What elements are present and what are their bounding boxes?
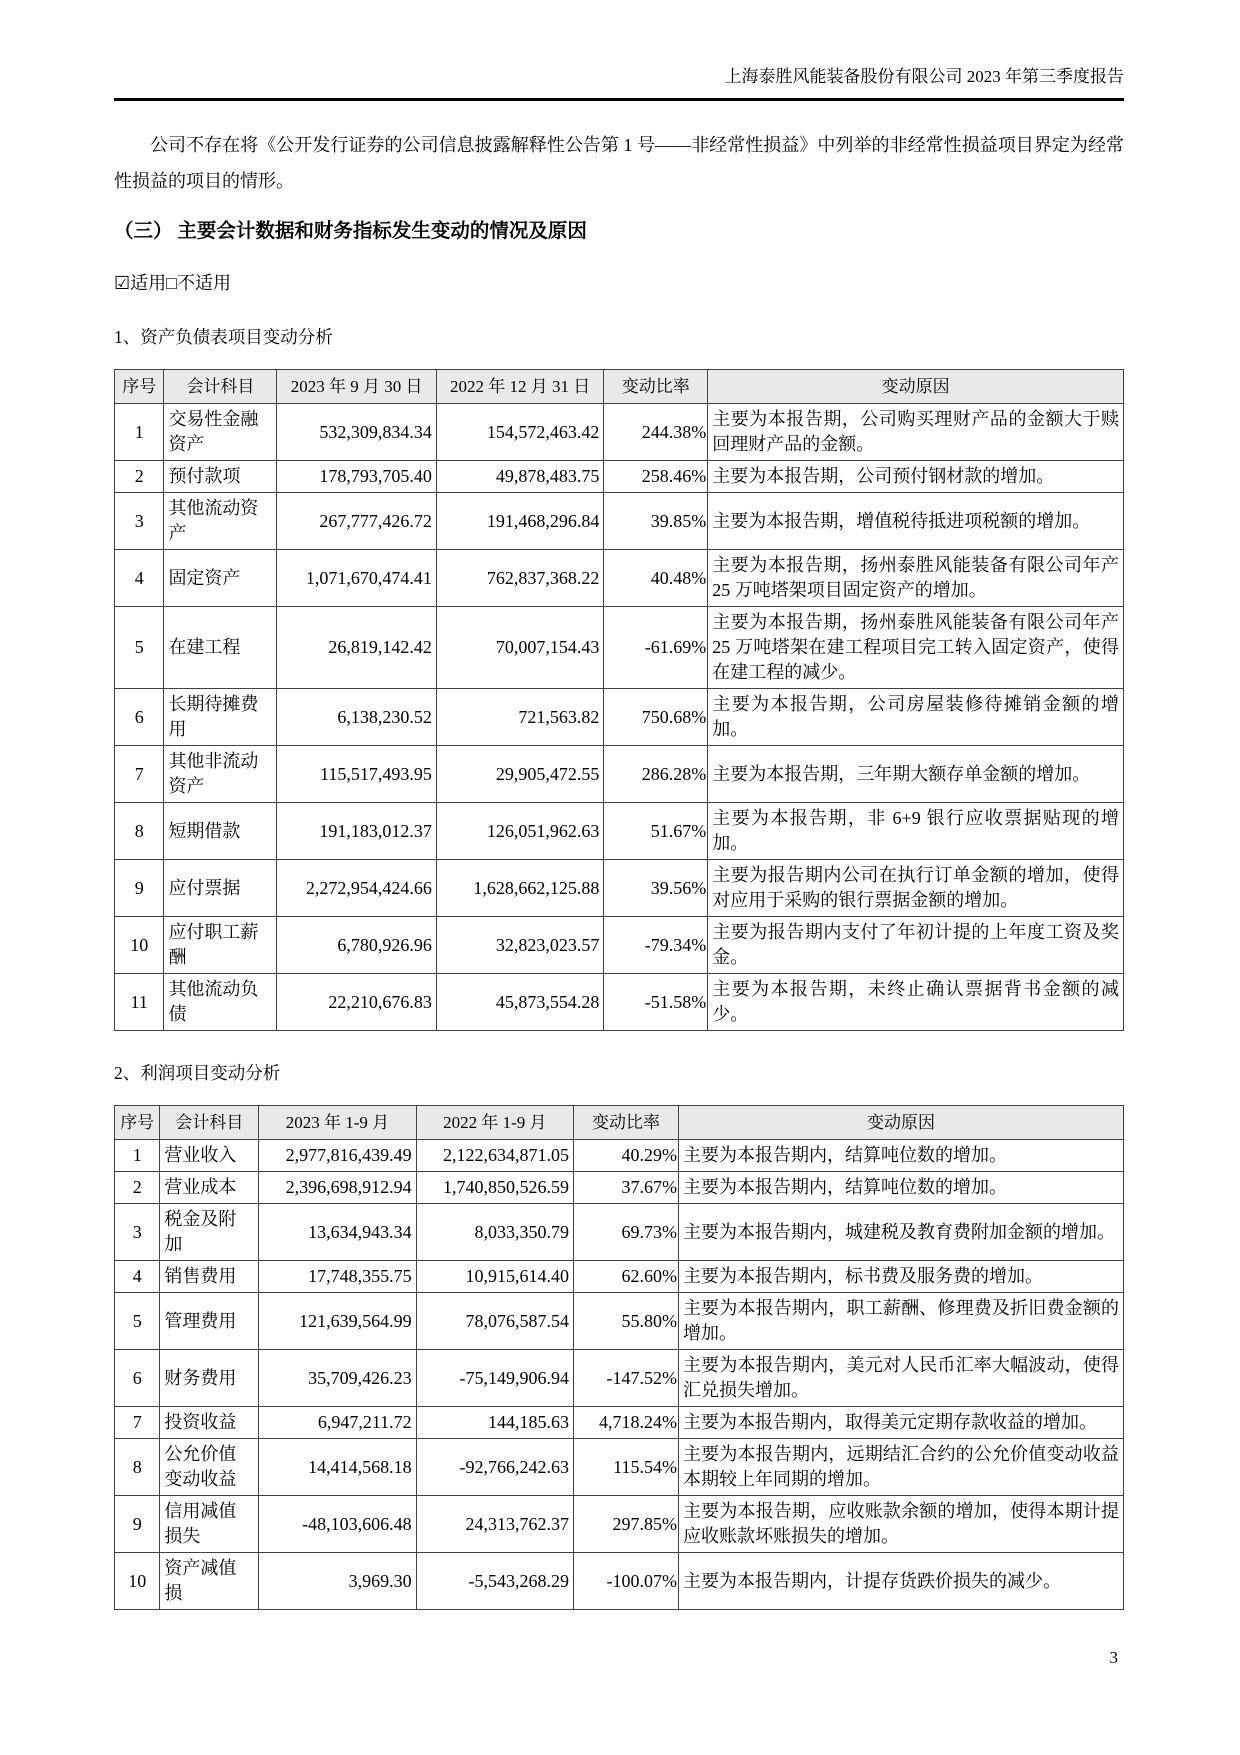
table-row [115,1439,1124,1496]
row-number-cell: 7 [115,746,164,803]
change-ratio-cell: -51.58% [604,974,708,1031]
row-number-cell: 2 [115,461,164,493]
change-reason-cell: 主要为本报告期，公司房屋装修待摊销金额的增加。 [708,689,1124,746]
change-ratio-cell: 62.60% [574,1261,679,1293]
prior-period-value-cell: 24,313,762.37 [416,1496,573,1553]
table-row [115,1140,1124,1172]
prior-period-value-cell: -75,149,906.94 [416,1350,573,1407]
change-ratio-cell: 40.48% [604,550,708,607]
change-reason-cell: 主要为本报告期，增值税待抵进项税额的增加。 [708,493,1124,550]
row-number-cell: 3 [115,1204,160,1261]
row-number-cell: 6 [115,1350,160,1407]
table-row [115,1204,1124,1261]
prior-period-value-cell: -92,766,242.63 [416,1439,573,1496]
row-number-cell: 9 [115,1496,160,1553]
account-item-cell: 资产减值损 [160,1553,259,1610]
row-number-cell: 10 [115,1553,160,1610]
change-reason-cell: 主要为本报告期内，标书费及服务费的增加。 [678,1261,1123,1293]
current-period-value-cell: 2,977,816,439.49 [259,1140,416,1172]
table-row [115,461,1124,493]
change-reason-cell: 主要为本报告期内，职工薪酬、修理费及折旧费金额的增加。 [678,1293,1123,1350]
current-period-value-cell: 191,183,012.37 [277,803,436,860]
change-ratio-cell: 39.56% [604,860,708,917]
current-period-value-cell: 17,748,355.75 [259,1261,416,1293]
change-ratio-cell: -79.34% [604,917,708,974]
row-number-cell: 5 [115,607,164,689]
prior-period-value-cell: 191,468,296.84 [436,493,603,550]
change-ratio-cell: 115.54% [574,1439,679,1496]
account-item-cell: 投资收益 [160,1407,259,1439]
table-row [115,550,1124,607]
account-item-cell: 在建工程 [164,607,277,689]
prior-period-value-cell: 8,033,350.79 [416,1204,573,1261]
prior-period-value-cell: 144,185.63 [416,1407,573,1439]
column-header: 变动原因 [708,370,1124,404]
prior-period-value-cell: 1,628,662,125.88 [436,860,603,917]
column-header: 变动原因 [678,1106,1123,1140]
table2-caption: 2、利润项目变动分析 [114,1063,281,1083]
prior-period-value-cell: 45,873,554.28 [436,974,603,1031]
change-reason-cell: 主要为本报告期内，结算吨位数的增加。 [678,1140,1123,1172]
change-reason-cell: 主要为本报告期内，结算吨位数的增加。 [678,1172,1123,1204]
change-reason-cell: 主要为报告期内支付了年初计提的上年度工资及奖金。 [708,917,1124,974]
account-item-cell: 预付款项 [164,461,277,493]
column-header: 会计科目 [164,370,277,404]
account-item-cell: 固定资产 [164,550,277,607]
prior-period-value-cell: 1,740,850,526.59 [416,1172,573,1204]
table-row [115,917,1124,974]
current-period-value-cell: 115,517,493.95 [277,746,436,803]
row-number-cell: 4 [115,550,164,607]
column-header: 变动比率 [574,1106,679,1140]
change-ratio-cell: 37.67% [574,1172,679,1204]
change-reason-cell: 主要为本报告期，三年期大额存单金额的增加。 [708,746,1124,803]
current-period-value-cell: 22,210,676.83 [277,974,436,1031]
change-reason-cell: 主要为本报告期，扬州泰胜风能装备有限公司年产 25 万吨塔架在建工程项目完工转入固定资产，使得在建工程的减少。 [708,607,1124,689]
account-item-cell: 其他流动资产 [164,493,277,550]
column-header: 2023 年 1-9 月 [259,1106,416,1140]
change-ratio-cell: -147.52% [574,1350,679,1407]
change-reason-cell: 主要为本报告期内，取得美元定期存款收益的增加。 [678,1407,1123,1439]
column-header: 变动比率 [604,370,708,404]
account-item-cell: 销售费用 [160,1261,259,1293]
profit-items-change-table [114,1105,1124,1610]
table-row [115,1350,1124,1407]
change-reason-cell: 主要为本报告期，非 6+9 银行应收票据贴现的增加。 [708,803,1124,860]
current-period-value-cell: 3,969.30 [259,1553,416,1610]
current-period-value-cell: 2,272,954,424.66 [277,860,436,917]
table-row [115,1261,1124,1293]
current-period-value-cell: 35,709,426.23 [259,1350,416,1407]
prior-period-value-cell: -5,543,268.29 [416,1553,573,1610]
account-item-cell: 其他非流动资产 [164,746,277,803]
change-ratio-cell: 51.67% [604,803,708,860]
prior-period-value-cell: 721,563.82 [436,689,603,746]
row-number-cell: 8 [115,803,164,860]
change-ratio-cell: 4,718.24% [574,1407,679,1439]
account-item-cell: 长期待摊费用 [164,689,277,746]
prior-period-value-cell: 2,122,634,871.05 [416,1140,573,1172]
change-reason-cell: 主要为本报告期，公司购买理财产品的金额大于赎回理财产品的金额。 [708,404,1124,461]
prior-period-value-cell: 78,076,587.54 [416,1293,573,1350]
account-item-cell: 营业收入 [160,1140,259,1172]
table-row [115,1553,1124,1610]
table-row [115,1172,1124,1204]
prior-period-value-cell: 10,915,614.40 [416,1261,573,1293]
row-number-cell: 2 [115,1172,160,1204]
current-period-value-cell: 121,639,564.99 [259,1293,416,1350]
column-header: 2023 年 9 月 30 日 [277,370,436,404]
row-number-cell: 1 [115,1140,160,1172]
row-number-cell: 11 [115,974,164,1031]
page-header [114,64,1124,101]
row-number-cell: 10 [115,917,164,974]
prior-period-value-cell: 32,823,023.57 [436,917,603,974]
table-row [115,404,1124,461]
change-reason-cell: 主要为本报告期内，计提存货跌价损失的减少。 [678,1553,1123,1610]
table-row [115,803,1124,860]
change-ratio-cell: 40.29% [574,1140,679,1172]
row-number-cell: 3 [115,493,164,550]
change-ratio-cell: 286.28% [604,746,708,803]
change-reason-cell: 主要为本报告期内，远期结汇合约的公允价值变动收益本期较上年同期的增加。 [678,1439,1123,1496]
account-item-cell: 税金及附加 [160,1204,259,1261]
table-row [115,746,1124,803]
change-ratio-cell: 258.46% [604,461,708,493]
table-row [115,1293,1124,1350]
change-ratio-cell: 39.85% [604,493,708,550]
current-period-value-cell: 6,947,211.72 [259,1407,416,1439]
column-header: 序号 [115,370,164,404]
current-period-value-cell: 267,777,426.72 [277,493,436,550]
change-ratio-cell: 244.38% [604,404,708,461]
row-number-cell: 4 [115,1261,160,1293]
row-number-cell: 6 [115,689,164,746]
change-ratio-cell: 297.85% [574,1496,679,1553]
account-item-cell: 短期借款 [164,803,277,860]
column-header: 序号 [115,1106,160,1140]
header-row [115,370,1124,404]
account-item-cell: 其他流动负债 [164,974,277,1031]
change-ratio-cell: 55.80% [574,1293,679,1350]
column-header: 2022 年 12 月 31 日 [436,370,603,404]
change-reason-cell: 主要为报告期内公司在执行订单金额的增加，使得对应用于采购的银行票据金额的增加。 [708,860,1124,917]
prior-period-value-cell: 29,905,472.55 [436,746,603,803]
table-row [115,493,1124,550]
current-period-value-cell: 14,414,568.18 [259,1439,416,1496]
intro-paragraph: 公司不存在将《公开发行证券的公司信息披露解释性公告第 1 号——非经常性损益》中列举的非经常性损益项目界定为经常性损益的项目的情形。 [114,135,1124,191]
change-reason-cell: 主要为本报告期，应收账款余额的增加，使得本期计提应收账款坏账损失的增加。 [678,1496,1123,1553]
account-item-cell: 营业成本 [160,1172,259,1204]
account-item-cell: 公允价值变动收益 [160,1439,259,1496]
row-number-cell: 9 [115,860,164,917]
current-period-value-cell: 532,309,834.34 [277,404,436,461]
change-reason-cell: 主要为本报告期内，城建税及教育费附加金额的增加。 [678,1204,1123,1261]
table-row [115,860,1124,917]
current-period-value-cell: 2,396,698,912.94 [259,1172,416,1204]
account-item-cell: 管理费用 [160,1293,259,1350]
header-row [115,1106,1124,1140]
prior-period-value-cell: 70,007,154.43 [436,607,603,689]
table-row [115,607,1124,689]
table-row [115,1407,1124,1439]
section-heading: （三） 主要会计数据和财务指标发生变动的情况及原因 [114,221,587,242]
table-row [115,689,1124,746]
current-period-value-cell: 6,138,230.52 [277,689,436,746]
current-period-value-cell: -48,103,606.48 [259,1496,416,1553]
current-period-value-cell: 178,793,705.40 [277,461,436,493]
row-number-cell: 5 [115,1293,160,1350]
change-reason-cell: 主要为本报告期，未终止确认票据背书金额的减少。 [708,974,1124,1031]
account-item-cell: 交易性金融资产 [164,404,277,461]
prior-period-value-cell: 126,051,962.63 [436,803,603,860]
table1-caption: 1、资产负债表项目变动分析 [114,327,333,347]
prior-period-value-cell: 762,837,368.22 [436,550,603,607]
account-item-cell: 财务费用 [160,1350,259,1407]
row-number-cell: 7 [115,1407,160,1439]
balance-sheet-change-table [114,369,1124,1031]
current-period-value-cell: 1,071,670,474.41 [277,550,436,607]
row-number-cell: 1 [115,404,164,461]
column-header: 2022 年 1-9 月 [416,1106,573,1140]
current-period-value-cell: 13,634,943.34 [259,1204,416,1261]
page-number: 3 [1109,1648,1118,1667]
change-ratio-cell: 750.68% [604,689,708,746]
report-title: 上海泰胜风能装备股份有限公司 2023 年第三季度报告 [724,67,1124,86]
current-period-value-cell: 26,819,142.42 [277,607,436,689]
change-ratio-cell: -61.69% [604,607,708,689]
current-period-value-cell: 6,780,926.96 [277,917,436,974]
prior-period-value-cell: 49,878,483.75 [436,461,603,493]
change-ratio-cell: 69.73% [574,1204,679,1261]
change-reason-cell: 主要为本报告期，扬州泰胜风能装备有限公司年产 25 万吨塔架项目固定资产的增加。 [708,550,1124,607]
row-number-cell: 8 [115,1439,160,1496]
account-item-cell: 应付票据 [164,860,277,917]
account-item-cell: 应付职工薪酬 [164,917,277,974]
prior-period-value-cell: 154,572,463.42 [436,404,603,461]
change-reason-cell: 主要为本报告期，公司预付钢材款的增加。 [708,461,1124,493]
table-row [115,974,1124,1031]
table-row [115,1496,1124,1553]
column-header: 会计科目 [160,1106,259,1140]
change-reason-cell: 主要为本报告期内，美元对人民币汇率大幅波动，使得汇兑损失增加。 [678,1350,1123,1407]
account-item-cell: 信用减值损失 [160,1496,259,1553]
change-ratio-cell: -100.07% [574,1553,679,1610]
applicability-checkboxes: ☑适用□不适用 [114,273,232,293]
